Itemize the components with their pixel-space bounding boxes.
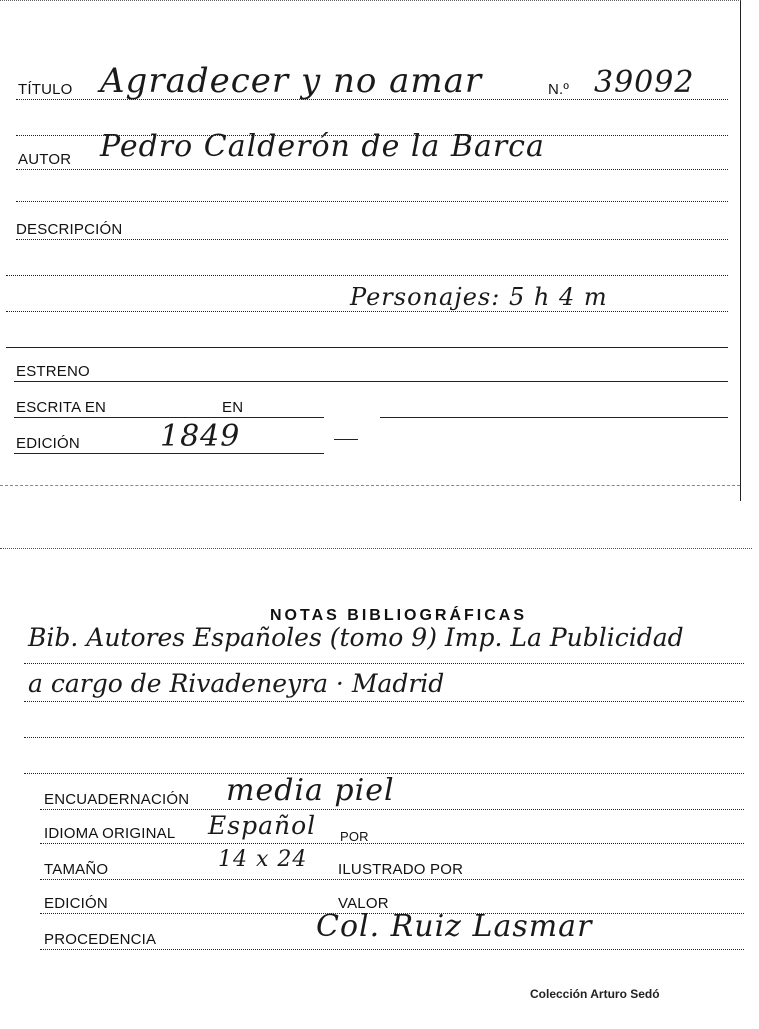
escrita-en-label: ESCRITA EN bbox=[16, 399, 107, 416]
collection-footer: Colección Arturo Sedó bbox=[530, 987, 660, 1001]
encuadernacion-line bbox=[40, 809, 744, 810]
edicion2-label: EDICIÓN bbox=[44, 895, 108, 912]
en-label: EN bbox=[222, 399, 244, 416]
notes-line-1: Bib. Autores Españoles (tomo 9) Imp. La Publicidad bbox=[28, 623, 684, 652]
descripcion-line-2 bbox=[6, 275, 728, 276]
procedencia-label: PROCEDENCIA bbox=[44, 931, 157, 948]
notes-dotline-1 bbox=[24, 663, 744, 664]
edicion-dash bbox=[334, 439, 358, 440]
valor-label: VALOR bbox=[338, 895, 389, 912]
estreno-label: ESTRENO bbox=[16, 363, 90, 380]
idioma-line bbox=[40, 843, 744, 844]
edicion-line-left bbox=[14, 453, 324, 454]
escrita-line-left bbox=[14, 417, 324, 418]
numero-label: N.º bbox=[548, 81, 570, 98]
estreno-line bbox=[14, 381, 728, 382]
top-catalog-card bbox=[0, 0, 741, 501]
autor-value: Pedro Calderón de la Barca bbox=[100, 129, 545, 164]
ilustrado-label: ILUSTRADO POR bbox=[338, 861, 464, 878]
titulo-line bbox=[16, 99, 728, 100]
bottom-edge-line bbox=[0, 485, 740, 486]
escrita-line-right bbox=[380, 417, 728, 418]
descripcion-line-4 bbox=[6, 347, 728, 348]
notes-dotline-2 bbox=[24, 701, 744, 702]
encuadernacion-label: ENCUADERNACIÓN bbox=[44, 791, 190, 808]
edicion-label: EDICIÓN bbox=[16, 435, 80, 452]
procedencia-value: Col. Ruiz Lasmar bbox=[316, 909, 593, 944]
idioma-value: Español bbox=[208, 811, 317, 840]
personajes-value: Personajes: 5 h 4 m bbox=[350, 283, 608, 311]
autor-label: AUTOR bbox=[18, 151, 72, 168]
tamano-label: TAMAÑO bbox=[44, 861, 109, 878]
descripcion-label: DESCRIPCIÓN bbox=[16, 221, 123, 238]
numero-value: 39092 bbox=[594, 65, 695, 100]
notes-line-2: a cargo de Rivadeneyra · Madrid bbox=[28, 669, 445, 698]
descripcion-line-3 bbox=[6, 311, 728, 312]
tamano-line bbox=[40, 879, 744, 880]
idioma-label: IDIOMA ORIGINAL bbox=[44, 825, 176, 842]
titulo-label: TÍTULO bbox=[18, 81, 73, 98]
descripcion-line bbox=[16, 239, 728, 240]
encuadernacion-value: media piel bbox=[226, 773, 395, 808]
titulo-value: Agradecer y no amar bbox=[100, 61, 483, 101]
por-label: POR bbox=[340, 829, 369, 844]
notas-heading: NOTAS BIBLIOGRÁFICAS bbox=[270, 607, 528, 624]
autor-line bbox=[16, 169, 728, 170]
bottom-catalog-card bbox=[0, 548, 752, 1029]
procedencia-line bbox=[40, 949, 744, 950]
edicion-value: 1849 bbox=[160, 419, 241, 454]
notes-dotline-3 bbox=[24, 737, 744, 738]
tamano-value: 14 x 24 bbox=[218, 847, 308, 872]
spacer-line-2 bbox=[16, 201, 728, 202]
